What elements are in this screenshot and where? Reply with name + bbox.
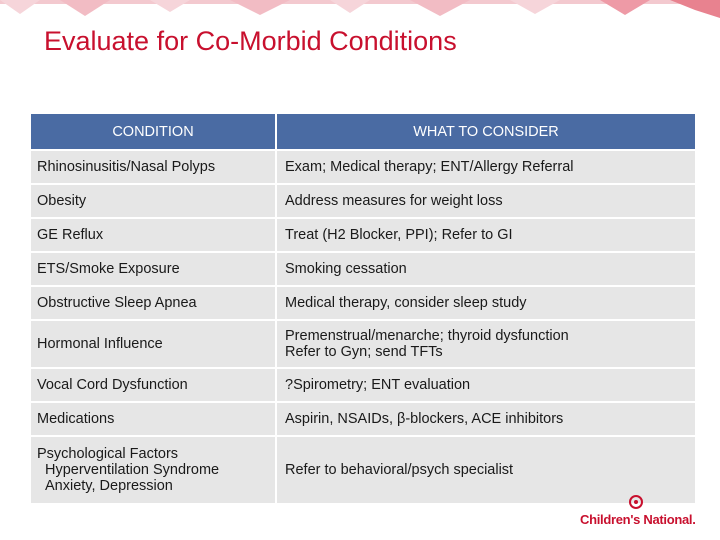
consider-cell: Exam; Medical therapy; ENT/Allergy Referral <box>276 150 695 184</box>
consider-cell: Refer to behavioral/psych specialist <box>276 436 695 504</box>
table-row <box>31 252 695 286</box>
consider-cell: Aspirin, NSAIDs, β-blockers, ACE inhibitors <box>276 402 695 436</box>
condition-cell: Medications <box>31 402 276 436</box>
condition-cell: GE Reflux <box>31 218 276 252</box>
table-row <box>31 218 695 252</box>
consider-cell: Medical therapy, consider sleep study <box>276 286 695 320</box>
table-row <box>31 320 695 368</box>
table-row <box>31 436 695 504</box>
table-row <box>31 402 695 436</box>
table-row <box>31 368 695 402</box>
table-header-row <box>31 114 695 150</box>
condition-cell: ETS/Smoke Exposure <box>31 252 276 286</box>
table-row <box>31 184 695 218</box>
decorative-pattern-strip <box>0 0 720 18</box>
header-what-to-consider: WHAT TO CONSIDER <box>276 114 695 150</box>
condition-cell: Obstructive Sleep Apnea <box>31 286 276 320</box>
condition-cell: Psychological Factors Hyperventilation Syndrome Anxiety, Depression <box>31 436 276 504</box>
logo-mark-icon <box>628 494 644 510</box>
childrens-national-logo: Children's National. <box>580 512 696 527</box>
table-row <box>31 150 695 184</box>
consider-cell: Address measures for weight loss <box>276 184 695 218</box>
consider-cell: Treat (H2 Blocker, PPI); Refer to GI <box>276 218 695 252</box>
condition-cell: Hormonal Influence <box>31 320 276 368</box>
conditions-table <box>31 114 695 505</box>
condition-cell: Obesity <box>31 184 276 218</box>
table-row <box>31 286 695 320</box>
page-title: Evaluate for Co-Morbid Conditions <box>44 26 457 56</box>
condition-cell: Vocal Cord Dysfunction <box>31 368 276 402</box>
consider-cell: ?Spirometry; ENT evaluation <box>276 368 695 402</box>
consider-cell: Smoking cessation <box>276 252 695 286</box>
consider-cell: Premenstrual/menarche; thyroid dysfunction Refer to Gyn; send TFTs <box>276 320 695 368</box>
header-condition: CONDITION <box>31 114 276 150</box>
condition-cell: Rhinosinusitis/Nasal Polyps <box>31 150 276 184</box>
